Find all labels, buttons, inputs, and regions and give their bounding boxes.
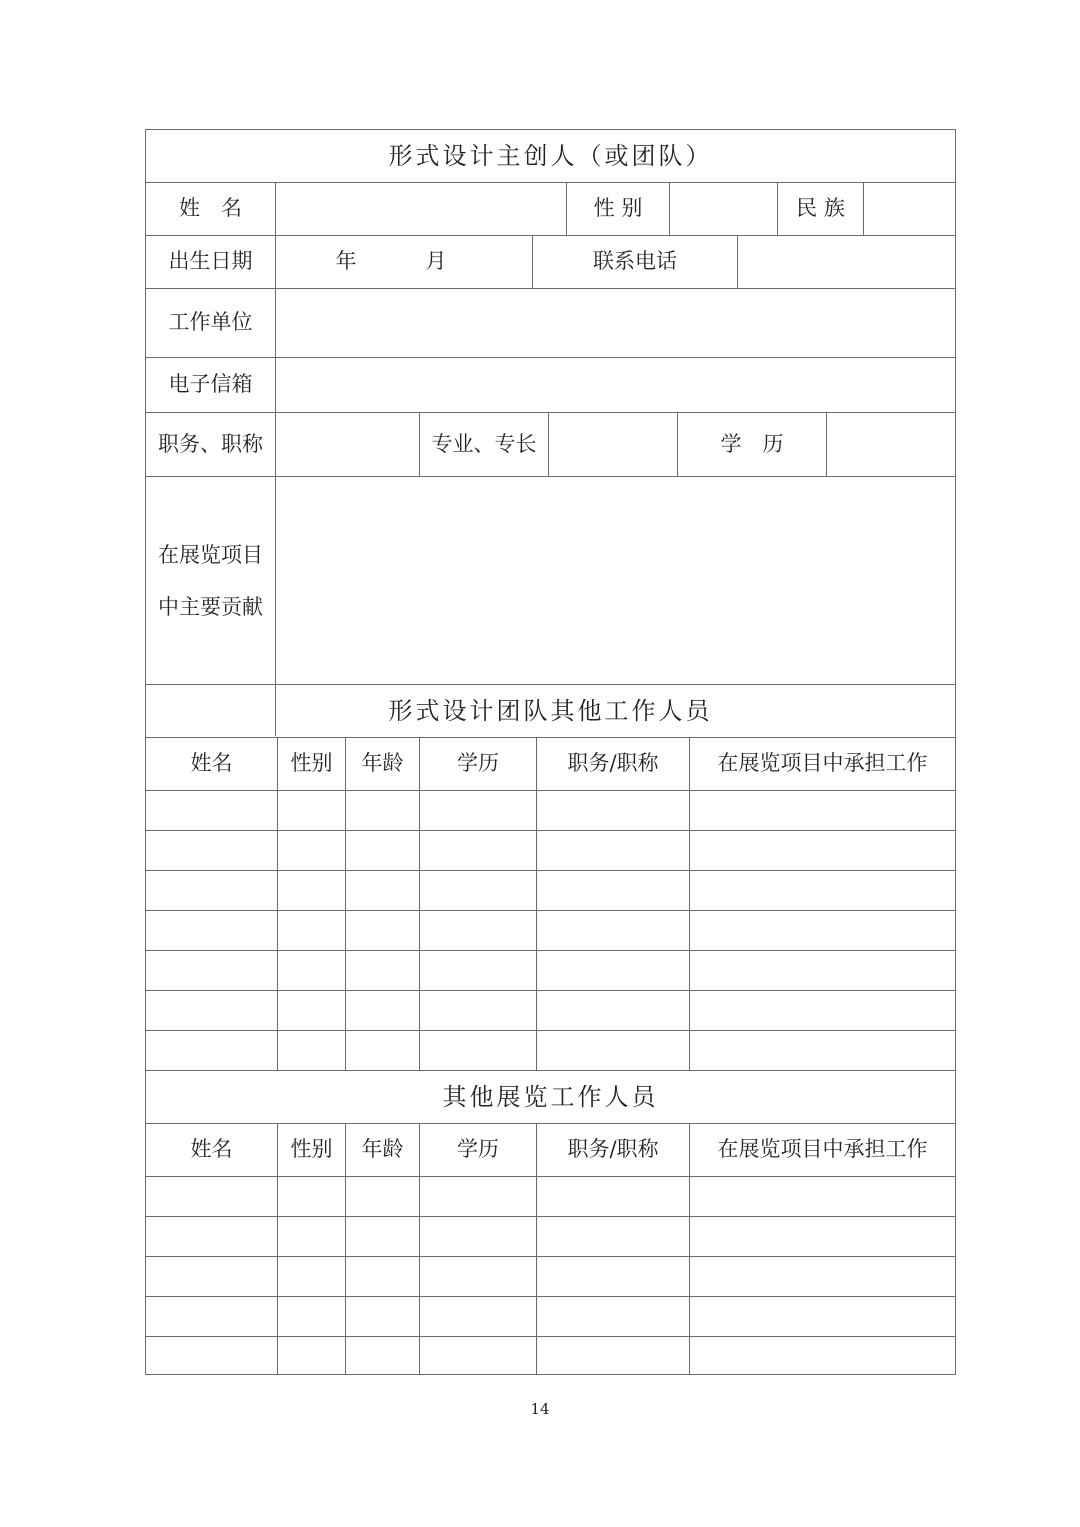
s2-header-age: 年龄	[361, 751, 404, 776]
phone-label: 联系电话	[593, 249, 677, 274]
section2-title: 形式设计团队其他工作人员	[388, 696, 713, 725]
s3-table-row[interactable]	[146, 1177, 955, 1216]
email-label: 电子信箱	[168, 372, 253, 397]
ethnicity-label: 民 族	[796, 196, 845, 221]
s2-table-row[interactable]	[146, 951, 955, 990]
specialty-label: 专业、专长	[431, 431, 537, 456]
specialty-field[interactable]	[549, 413, 677, 476]
employer-label: 工作单位	[168, 310, 253, 335]
s3-table-row[interactable]	[146, 1337, 955, 1374]
section3-title: 其他展览工作人员	[442, 1082, 659, 1111]
name-field[interactable]	[276, 183, 566, 235]
s2-table-row[interactable]	[146, 1031, 955, 1070]
s2-header-title: 职务/职称	[567, 751, 659, 776]
s2-header-education: 学历	[457, 751, 499, 776]
s3-table-row[interactable]	[146, 1297, 955, 1336]
email-field[interactable]	[276, 358, 955, 412]
contribution-label-line1: 在展览项目	[158, 542, 263, 567]
gender-field[interactable]	[670, 183, 777, 235]
s2-table-row[interactable]	[146, 911, 955, 950]
s3-header-education: 学历	[457, 1137, 499, 1162]
s3-table-row[interactable]	[146, 1257, 955, 1296]
s3-table-row[interactable]	[146, 1217, 955, 1256]
position-label: 职务、职称	[158, 431, 263, 456]
ethnicity-field[interactable]	[864, 183, 955, 235]
year-label: 年	[335, 249, 357, 274]
gender-label: 性 别	[593, 196, 643, 221]
employer-field[interactable]	[276, 289, 955, 357]
s2-header-gender: 性别	[290, 751, 333, 776]
s2-header-name: 姓名	[190, 751, 233, 776]
position-field[interactable]	[276, 413, 419, 476]
s3-header-name: 姓名	[190, 1137, 233, 1162]
application-form-table	[145, 129, 956, 1375]
contribution-field[interactable]	[276, 477, 955, 684]
contribution-label-line2: 中主要贡献	[158, 594, 263, 619]
page-number: 14	[530, 1400, 550, 1418]
s2-table-row[interactable]	[146, 871, 955, 910]
birth-date-label: 出生日期	[168, 249, 253, 274]
contribution-label	[146, 477, 275, 684]
s2-header-role: 在展览项目中承担工作	[717, 751, 928, 776]
phone-field[interactable]	[738, 236, 955, 288]
education-label: 学 历	[720, 431, 784, 456]
s2-table-row[interactable]	[146, 791, 955, 830]
s3-header-age: 年龄	[361, 1137, 404, 1162]
s3-header-role: 在展览项目中承担工作	[717, 1137, 928, 1162]
s3-header-gender: 性别	[290, 1137, 333, 1162]
section1-title: 形式设计主创人（或团队）	[388, 141, 713, 170]
s2-table-row[interactable]	[146, 831, 955, 870]
month-label: 月	[425, 249, 447, 274]
name-label: 姓 名	[179, 196, 242, 221]
s2-table-row[interactable]	[146, 991, 955, 1030]
s3-header-title: 职务/职称	[567, 1137, 659, 1162]
education-field[interactable]	[827, 413, 955, 476]
